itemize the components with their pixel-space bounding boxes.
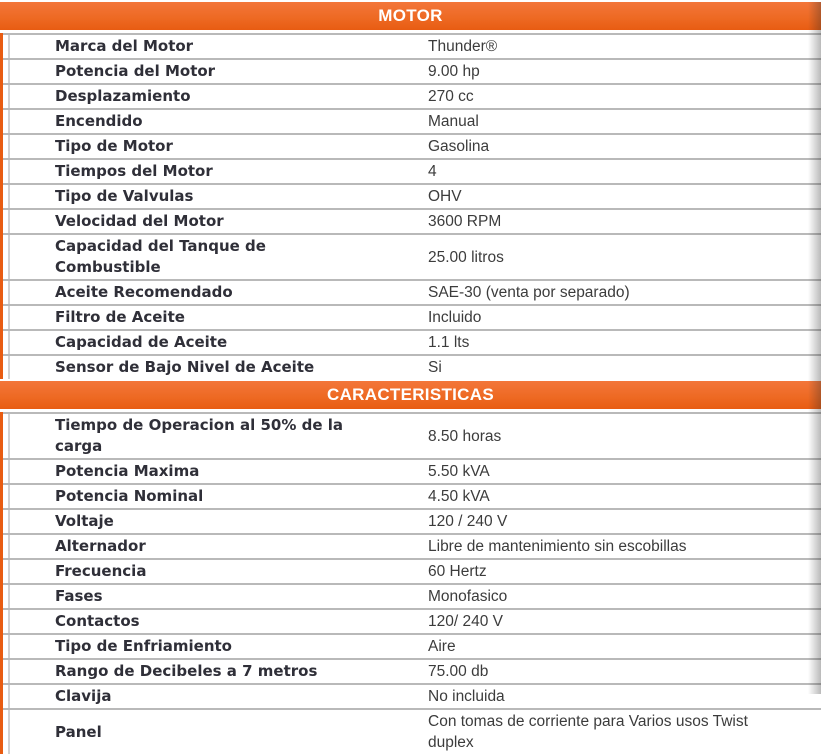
spec-row-value: Incluido [428,309,482,326]
spec-row-label: Encendido [55,112,143,130]
spec-row [3,412,821,458]
spec-row-label: Capacidad de Aceite [55,333,228,351]
spec-row [3,329,821,354]
spec-row-value: 60 Hertz [428,563,487,580]
spec-section [0,381,821,754]
spec-row-label: Potencia Maxima [55,462,200,480]
spec-row [3,558,821,583]
spec-section [0,2,821,379]
spec-row-label: Voltaje [55,512,114,530]
spec-row-value: 9.00 hp [428,63,480,80]
spec-row [3,133,821,158]
spec-row [3,583,821,608]
spec-row-value: 4 [428,163,437,180]
spec-row-label: Panel [55,722,102,741]
section-rows [0,412,821,754]
spec-row-value: 120/ 240 V [428,613,503,630]
spec-row-label: Fases [55,587,103,605]
spec-row-label: Tipo de Valvulas [55,187,194,205]
spec-row [3,483,821,508]
spec-row-value: Con tomas de corriente para Varios usos Twist duplex [428,713,748,751]
spec-row-label: Marca del Motor [55,37,194,55]
spec-row-value: 25.00 litros [428,248,504,266]
spec-row-label: Aceite Recomendado [55,283,233,301]
spec-row [3,183,821,208]
spec-row-value: Gasolina [428,138,490,155]
spec-row [3,158,821,183]
spec-row [3,608,821,633]
spec-row-label: Desplazamiento [55,87,191,105]
spec-row [3,533,821,558]
spec-row-value: 75.00 db [428,663,489,680]
spec-row-value: Si [428,359,442,376]
spec-sections [0,2,821,754]
spec-row-label: Velocidad del Motor [55,212,224,230]
spec-row-value: OHV [428,188,462,205]
spec-row-value: Libre de mantenimiento sin escobillas [428,538,687,555]
spec-row-label: Potencia del Motor [55,62,216,80]
spec-row-label: Sensor de Bajo Nivel de Aceite [55,358,315,376]
spec-row-value: Monofasico [428,588,508,605]
spec-row [3,83,821,108]
spec-row [3,108,821,133]
spec-row [3,458,821,483]
spec-row-label: Filtro de Aceite [55,308,185,326]
spec-row-value: Manual [428,113,479,130]
spec-row-value: 5.50 kVA [428,463,490,480]
spec-row [3,633,821,658]
spec-row [3,658,821,683]
section-header-title: MOTOR [0,2,821,30]
spec-row-label: Rango de Decibeles a 7 metros [55,662,318,680]
spec-row-value: 4.50 kVA [428,488,490,505]
spec-row-value: SAE-30 (venta por separado) [428,284,630,301]
spec-row-label: Tipo de Motor [55,137,173,155]
spec-row-value: 3600 RPM [428,213,502,230]
spec-row-value: 1.1 lts [428,334,470,351]
spec-row-value: Thunder® [428,38,498,55]
spec-row-value: 270 cc [428,88,474,105]
spec-row-label: Tipo de Enfriamiento [55,637,232,655]
spec-row-label: Capacidad del Tanque de Combustible [55,237,266,276]
spec-row [3,708,821,754]
spec-row-label: Tiempos del Motor [55,162,213,180]
spec-row [3,508,821,533]
spec-row [3,208,821,233]
spec-row [3,304,821,329]
spec-row [3,354,821,379]
spec-row-label: Alternador [55,537,146,555]
section-header-title: CARACTERISTICAS [0,381,821,409]
section-rows [0,33,821,379]
spec-sheet [0,2,821,751]
spec-row [3,33,821,58]
spec-row-label: Frecuencia [55,562,147,580]
spec-row-label: Tiempo de Operacion al 50% de la carga [55,416,344,455]
spec-row-value: 120 / 240 V [428,513,508,530]
spec-row-value: 8.50 horas [428,427,502,445]
spec-row-value: No incluida [428,688,505,705]
spec-row [3,58,821,83]
spec-row-value: Aire [428,638,456,655]
spec-row-label: Contactos [55,612,140,630]
spec-row-label: Potencia Nominal [55,487,204,505]
spec-row [3,233,821,279]
spec-row [3,683,821,708]
spec-row [3,279,821,304]
spec-row-label: Clavija [55,687,112,705]
